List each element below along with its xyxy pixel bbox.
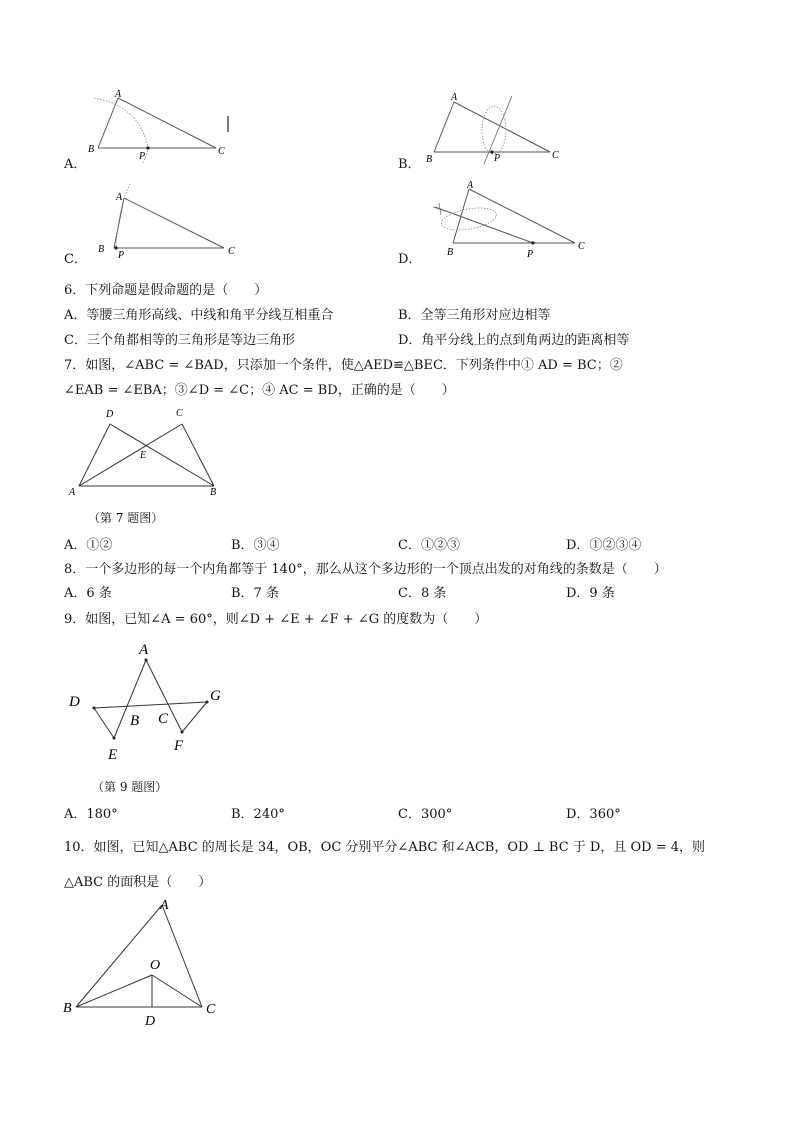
q5-option-d-label[interactable]: D． — [398, 252, 422, 267]
q9-label-g: G — [210, 688, 221, 704]
q8-option-d[interactable]: D．9 条 — [566, 586, 615, 601]
q7-stem-line2: ∠EAB = ∠EBA；③∠D = ∠C；④ AC = BD，正确的是（ ） — [64, 383, 455, 398]
q6-option-a[interactable]: A．等腰三角形高线、中线和角平分线互相重合 — [64, 308, 334, 323]
q5c-label-a: A — [116, 192, 123, 203]
q10-label-o: O — [150, 958, 161, 973]
q7-label-c: C — [176, 408, 183, 419]
q7-option-d[interactable]: D．①②③④ — [566, 538, 642, 553]
q5d-label-b: B — [447, 247, 454, 258]
q5d-label-a: A — [467, 180, 474, 191]
q9-option-c[interactable]: C．300° — [398, 807, 453, 822]
q6-option-d[interactable]: D．角平分线上的点到角两边的距离相等 — [398, 333, 630, 348]
q9-caption: （第 9 题图） — [92, 780, 168, 794]
q10-label-d: D — [145, 1014, 156, 1029]
q10-label-c: C — [206, 1002, 216, 1017]
q9-label-c: C — [158, 711, 169, 727]
q5b-label-p: P — [494, 153, 501, 164]
q7-label-b: B — [210, 487, 217, 498]
q5d-label-p: P — [527, 249, 534, 260]
q10-stem-line2: △ABC 的面积是（ ） — [64, 875, 212, 890]
q9-label-d: D — [69, 694, 80, 710]
q6-option-c[interactable]: C．三个角都相等的三角形是等边三角形 — [64, 333, 295, 348]
q5b-label-b: B — [426, 154, 433, 165]
q9-option-a[interactable]: A．180° — [64, 807, 118, 822]
q5-option-c-figure — [90, 178, 250, 263]
q5c-label-c: C — [228, 246, 235, 257]
q8-stem: 8．一个多边形的每一个内角都等于 140°，那么从这个多边形的一个顶点出发的对角线的条数是（ ） — [64, 562, 667, 577]
q5-option-d-figure — [425, 175, 600, 265]
q5c-label-p: P — [118, 250, 125, 261]
q7-stem-line1: 7．如图，∠ABC = ∠BAD，只添加一个条件，使△AED≌△BEC．下列条件中① AD = BC；② — [64, 358, 623, 373]
q8-option-a[interactable]: A．6 条 — [64, 586, 112, 601]
q5a-label-c: C — [218, 146, 225, 157]
q7-option-b[interactable]: B．③④ — [231, 538, 280, 553]
q6-option-b[interactable]: B．全等三角形对应边相等 — [398, 308, 551, 323]
q9-figure — [64, 636, 239, 766]
q9-option-b[interactable]: B．240° — [231, 807, 285, 822]
q5-option-a-label[interactable]: A． — [64, 157, 87, 172]
q9-option-d[interactable]: D．360° — [566, 807, 621, 822]
q5a-label-p: P — [139, 151, 146, 162]
q5-option-a-figure — [80, 86, 240, 166]
q7-caption: （第 7 题图） — [88, 511, 164, 525]
q5-option-b-label[interactable]: B． — [398, 157, 421, 172]
q5b-label-c: C — [552, 150, 559, 161]
q5d-label-c: C — [578, 241, 585, 252]
q5c-label-b: B — [98, 244, 105, 255]
q9-label-f: F — [174, 738, 184, 754]
q6-stem: 6．下列命题是假命题的是（ ） — [64, 283, 268, 298]
q7-option-c[interactable]: C．①②③ — [398, 538, 460, 553]
q5-option-b-figure — [420, 86, 580, 166]
q7-option-a[interactable]: A．①② — [64, 538, 113, 553]
q5b-label-a: A — [451, 92, 458, 103]
q9-stem: 9．如图，已知∠A = 60°，则∠D + ∠E + ∠F + ∠G 的度数为（ ） — [64, 612, 488, 627]
q10-stem-line1: 10．如图，已知△ABC 的周长是 34，OB，OC 分别平分∠ABC 和∠ACB，OD ⊥ BC 于 D，且 OD = 4，则 — [64, 840, 705, 855]
q9-label-e: E — [108, 747, 118, 763]
q8-option-c[interactable]: C．8 条 — [398, 586, 447, 601]
q7-label-d: D — [106, 409, 114, 420]
q10-figure — [60, 893, 235, 1033]
q7-figure — [64, 402, 234, 502]
q10-label-b: B — [63, 1001, 72, 1016]
q7-label-a: A — [69, 487, 76, 498]
q5-option-c-label[interactable]: C． — [64, 252, 87, 267]
q5a-label-a: A — [115, 89, 122, 100]
q5a-label-b: B — [88, 144, 95, 155]
q10-label-a: A — [160, 898, 169, 913]
q8-option-b[interactable]: B．7 条 — [231, 586, 279, 601]
q9-label-a: A — [139, 642, 149, 658]
q7-label-e: E — [140, 450, 147, 461]
q9-label-b: B — [130, 713, 140, 729]
